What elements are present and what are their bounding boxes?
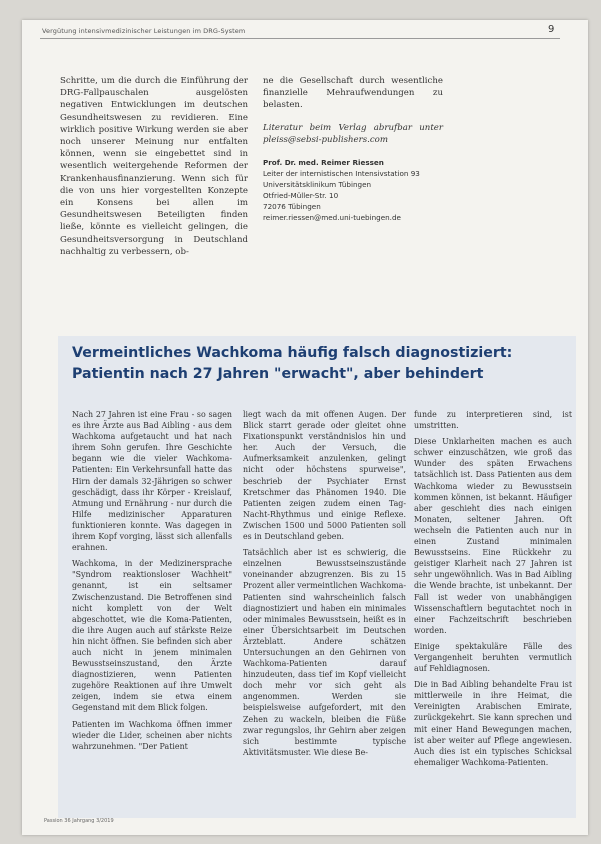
- running-head: Vergütung intensivmedizinischer Leistungen im DRG-System: [42, 27, 246, 35]
- author-name: Prof. Dr. med. Reimer Riessen: [263, 158, 384, 167]
- header-divider: [40, 38, 560, 39]
- paragraph: Diese Unklarheiten machen es auch schwer einzuschätzen, wie groß das Wunder des späten Erwachens tatsächlich ist. Dass Patienten aus dem Wachkoma wieder zu Bewusstsein kommen können, ist bekannt. Häufiger aber geschieht dies nach einigen Monaten, seltener Jahren. Oft wechseln die Patienten auch nur in einen Zustand minimalen Bewusstseins. Eine Rückkehr zu geistiger Klarheit nach 27 Jahren ist sehr ungewöhnlich. Was in Bad Aibling die Wende brachte, ist unbekannt. Der Fall ist weder von unabhängigen Wissenschaftlern begutachtet noch in einer Fachzeitschrift beschrieben worden.: [414, 437, 572, 635]
- paragraph: ne die Gesellschaft durch wesentliche finanzielle Mehraufwendungen zu belasten.: [263, 76, 443, 111]
- author-affiliation: Universitätsklinikum Tübingen: [263, 180, 372, 189]
- paragraph: funde zu interpretieren sind, ist umstritten.: [414, 410, 572, 431]
- paragraph: Patienten im Wachkoma öffnen immer wieder die Lider, scheinen aber nichts wahrzunehmen. "Der Patient: [72, 719, 232, 751]
- paragraph: Schritte, um die durch die Einführung der DRG-Fallpauschalen ausgelösten negativen Entwicklungen im deutschen Gesundheitswesen zu revidieren. Eine wirklich positive Wirkung werden sie aber noch unserer Meinung nur entfalten können, wenn sie eingebettet sind in wesentlich weitergehende Reformen der Krankenhausfinanzierung. Wenn sich für die von uns hier vorgestellten Konzepte ein Konsens bei allen im Gesundheitswesen Beteiligten finden ließe, könnte es vielleicht gelingen, die Gesundheitsversorgung in Deutschland nachhaltig zu verbessern, ob-: [60, 76, 248, 257]
- author-affiliation: Leiter der internistischen Intensivstation 93: [263, 169, 420, 178]
- paragraph: Einige spektakuläre Fälle des Vergangenheit beruhten vermutlich auf Fehldiagnosen.: [414, 641, 572, 674]
- paragraph: Tatsächlich aber ist es schwierig, die einzelnen Bewusstseinszustände voneinander abzugrenzen. Bis zu 15 Prozent aller vermeintlichen Wachkoma-Patienten sind wahrscheinlich falsch diagnostiziert und haben ein minimales oder minimales Bewusstsein, heißt es in einer Übersichtsarbeit im Deutschen Ärzteblatt. Andere schätzen Untersuchungen an den Gehirnen von Wachkoma-Patienten darauf hinzudeuten, dass tief im Kopf vielleicht doch mehr vor sich geht als angenommen. Werden sie beispielsweise aufgefordert, mit den Zehen zu wackeln, bleiben die Füße zwar regungslos, ihr Gehirn aber zeigen sich bestimmte typische Aktivitätsmuster. Wie diese Be-: [243, 548, 406, 757]
- paragraph: liegt wach da mit offenen Augen. Der Blick starrt gerade oder gleitet ohne Fixationspunkt verständnislos hin und her. Auch der Versuch, die Aufmerksamkeit anzulenken, gelingt nicht oder höchstens spurweise", beschrieb der Psychiater Ernst Kretschmer das Phänomen 1940. Die Patienten zeigen zudem einen Tag-Nacht-Rhythmus und einige Reflexe. Zwischen 1500 und 5000 Patienten soll es in Deutschland geben.: [243, 410, 406, 542]
- page-number: 9: [548, 24, 555, 35]
- article-column-right: [263, 75, 443, 148]
- paragraph: Nach 27 Jahren ist eine Frau - so sagen es ihre Ärzte aus Bad Aibling - aus dem Wachkoma aufgetaucht und hat nach ihrem Sohn gerufen. Ihre Geschichte begann wie die vieler Wachkoma-Patienten: Ein Verkehrsunfall hatte das Hirn der damals 32-Jährigen so schwer geschädigt, dass ihr Körper - Kreislauf, Atmung und Ernährung - nur durch die Hilfe medizinischer Apparaturen funktionieren konnte. Was dagegen in ihrem Kopf vorging, lässt sich allenfalls erahnen.: [72, 410, 232, 553]
- box-column-2: [243, 409, 406, 763]
- box-title: Vermeintliches Wachkoma häufig falsch diagnostiziert: Patientin nach 27 Jahren "erwacht", aber behindert: [72, 345, 513, 382]
- author-address: Otfried-Müller-Str. 10: [263, 191, 339, 200]
- box-column-1: [72, 409, 232, 757]
- author-city: 72076 Tübingen: [263, 202, 321, 211]
- literature-note: Literatur beim Verlag abrufbar unter pleiss@sebsi-publishers.com: [263, 122, 443, 145]
- paragraph: Die in Bad Aibling behandelte Frau ist mittlerweile in ihre Heimat, die Vereinigten Arabischen Emirate, zurückgekehrt. Sie kann sprechen und mit einer Hand Bewegungen machen, ist aber weiter auf Pflege angewiesen. Auch dies ist ein typisches Schicksal ehemaliger Wachkoma-Patienten.: [414, 680, 572, 767]
- page-footer: Passion 36 Jahrgang 3/2019: [44, 818, 114, 824]
- author-block: [263, 157, 463, 223]
- paragraph: Wachkoma, in der Medizinersprache "Syndrom reaktionsloser Wachheit" genannt, ist ein seltsamer Zwischenzustand. Die Betroffenen sind nicht komplett von der Welt abgeschottet, wie die Koma-Patienten, die ihre Augen auch auf stärkste Reize hin nicht öffnen. Sie befinden sich aber auch nicht in jenem minimalen Bewusstseinszustand, den Ärzte diagnostizieren, wenn Patienten zugehöre Reaktionen auf ihre Umwelt zeigen, indem sie etwa einem Gegenstand mit dem Blick folgen.: [72, 559, 232, 713]
- box-column-3: [414, 409, 572, 773]
- author-email: reimer.riessen@med.uni-tuebingen.de: [263, 213, 401, 222]
- article-column-left: [60, 75, 248, 260]
